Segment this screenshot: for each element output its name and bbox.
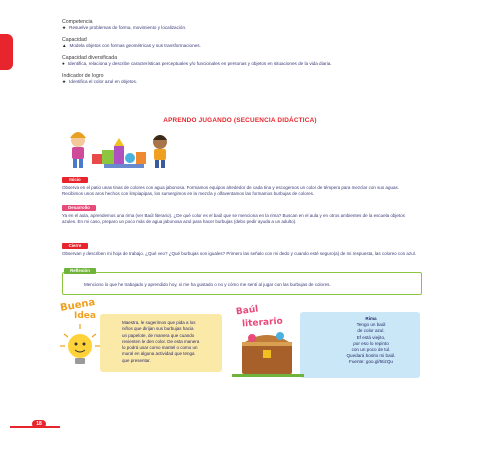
rima-line: Quedará bonito mi baúl. bbox=[346, 353, 396, 359]
rima-source: Fuente: goo.gl/5tizQu bbox=[349, 359, 393, 365]
triangle-bullet-icon: ▲ bbox=[62, 43, 67, 48]
competencia-heading: Competencia bbox=[62, 19, 93, 25]
capacidad-diversificada-item: Identifica, relaciona y describe características perceptuales y/o funcionales en personas y objetos en situaciones de la vida diaria. bbox=[67, 61, 332, 66]
desarrollo-banner: Desarrollo bbox=[62, 205, 96, 211]
buena-idea-line: un papelote, de manera que cuando bbox=[122, 332, 195, 338]
capacidad-section bbox=[62, 37, 201, 49]
circle-bullet-icon: ● bbox=[62, 61, 65, 66]
treasure-chest-icon bbox=[232, 330, 304, 378]
capacidad-diversificada-section bbox=[62, 55, 332, 67]
rima-line: Tengo un baúl bbox=[356, 322, 386, 328]
reflexion-text: Menciono lo que he trabajado y aprendido hoy, si me ha gustado o no y cómo me sentí al jugar con las burbujas de colores. bbox=[84, 282, 331, 287]
buena-idea-line: lo podrá usar como mantel o como un bbox=[122, 345, 198, 351]
rima-line: con un poco de tul. bbox=[351, 347, 391, 353]
buena-idea-line: que presentar. bbox=[122, 357, 151, 363]
rima-line: Ef está viejito, bbox=[356, 334, 386, 340]
rima-line: por eso lo repinto bbox=[353, 340, 389, 346]
page-number: 18 bbox=[32, 420, 46, 428]
capacidad-diversificada-heading: Capacidad diversificada bbox=[62, 55, 118, 61]
reflexion-banner: Reflexión bbox=[64, 268, 96, 274]
cierre-text: Observan y describen mi hoja de trabajo. ¿Qué veo? ¿Qué burbujas son iguales? Primero las señalo con mi dedo y cuando esté seguro(a) de mi respuesta, las coloreo con azul. bbox=[62, 251, 416, 256]
buena-idea-text bbox=[122, 320, 216, 364]
baul-heading-1: Baúl bbox=[235, 304, 260, 318]
indicador-section bbox=[62, 73, 137, 85]
buena-idea-line: revienten le den color. De esta manera bbox=[122, 338, 200, 344]
buena-idea-heading-1: Buena bbox=[59, 297, 97, 314]
cierre-banner: Cierre bbox=[62, 243, 88, 249]
rima-title: Rima bbox=[365, 316, 377, 321]
indicador-heading: Indicador de logro bbox=[62, 73, 104, 79]
desarrollo-text: Ya en el aula, aprendemos una rima (ver Baúl literario). ¿De qué color es el baúl que se menciona en la rima? Buscan en el aula y en otros ambientes de la escuela objetos azules. En mi caso, preparo un poco más de agua jabonosa azul para hacer burbujas (debo pedir ayuda a un adulto). bbox=[62, 213, 405, 224]
buena-idea-line: mural en alguna actividad que tenga bbox=[122, 351, 195, 357]
star-bullet-icon: ★ bbox=[62, 25, 67, 30]
inicio-banner: Inicio bbox=[62, 177, 88, 183]
buena-idea-heading-2: Idea bbox=[74, 311, 96, 321]
indicador-item: Identifica el color azul en objetos. bbox=[69, 79, 138, 84]
inicio-text: Observa en el patio unas tinas de colores con agua jabonosa. Formamos equipos alrededor de cada tina y escogemos un color de témpera para mezclar con sus aguas. Recibimos unos aros hechos con limpiapipas, los sumergimos en la mezcla y olfaventamos las formamos burbujas de colores. bbox=[62, 185, 399, 196]
section-title: APRENDO JUGANDO (SECUENCIA DIDÁCTICA) bbox=[163, 117, 317, 124]
buena-idea-line: Maestra, le sugerimos que pida a los bbox=[122, 320, 196, 325]
capacidad-item: Modela objetos con formas geométricas y sus transformaciones. bbox=[69, 43, 201, 48]
star-bullet-icon: ★ bbox=[62, 79, 67, 84]
rima-line: de color azul. bbox=[357, 328, 385, 334]
lightbulb-icon bbox=[60, 324, 100, 368]
competencia-item: Resuelve problemas de forma, movimiento y localización. bbox=[69, 25, 187, 30]
kids-blocks-illustration bbox=[60, 128, 180, 172]
baul-heading-2: literario bbox=[241, 316, 284, 330]
competencia-section bbox=[62, 19, 186, 31]
capacidad-heading: Capacidad bbox=[62, 37, 87, 43]
baul-text bbox=[328, 316, 414, 366]
buena-idea-line: niños que dirijan sus burbujas hacia bbox=[122, 326, 194, 332]
side-tab bbox=[0, 34, 13, 70]
